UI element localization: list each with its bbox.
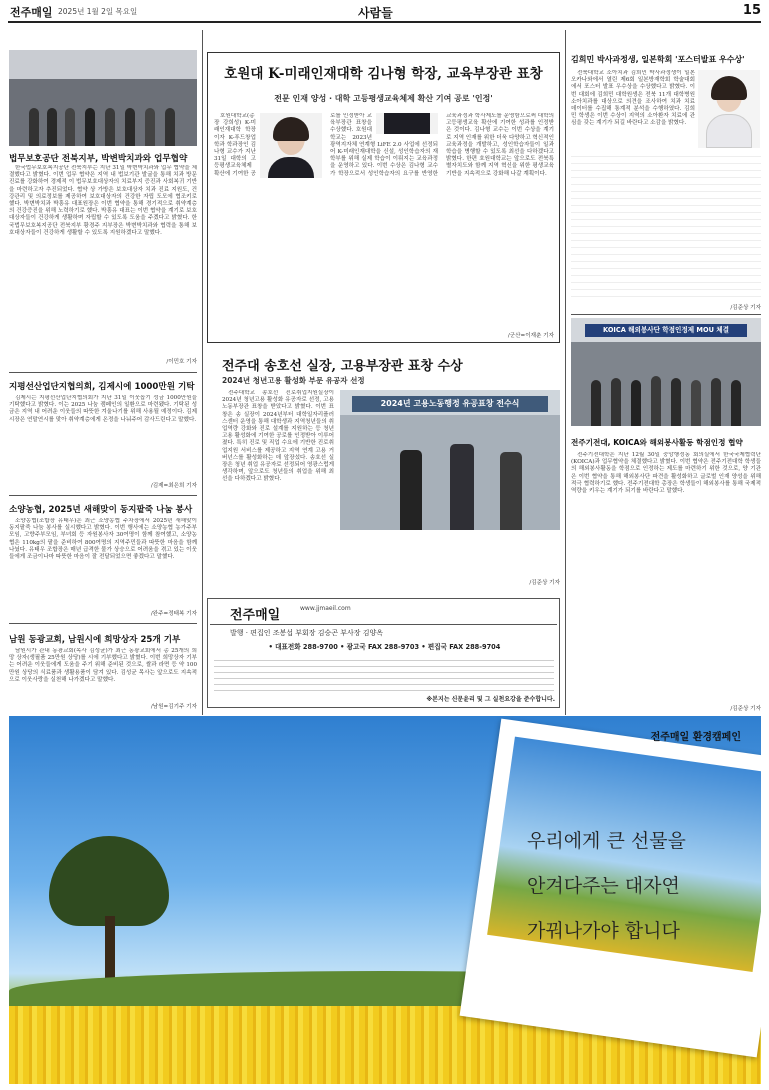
center2-body-left: [222, 390, 334, 586]
ad-tree: [49, 836, 169, 926]
ad-line1: 우리에게 큰 선물을: [527, 830, 686, 852]
right1-body-cont: [571, 150, 761, 300]
left1-body: [9, 165, 197, 357]
masthead-page: 15: [742, 3, 761, 18]
imprint-staff: 발행 · 편집인 조봉섭 부회장 김승곤 부사장 김양옥: [230, 629, 384, 637]
imprint-directory: [214, 655, 554, 691]
left-divider-1: [9, 372, 197, 373]
center2-headline: 전주대 송호선 실장, 고용부장관 표창 수상: [222, 359, 463, 374]
imprint-phones: • 대표전화 288-9700 • 광고국 FAX 288-9703 • 편집국 FAX 288-9704: [268, 643, 501, 651]
left2-body-text: 김제시는 지평선산업단지협의회가 지난 31일 이웃돕기 성금 1000만원을 기탁했다고 밝혔다. 이는 2025 나눔 캠페인의 일환으로 마련됐다. 기탁된 성금은 지역 내 어려운 이웃들의 따뜻한 겨울나기를 위해 사용될 예정이다. 김제시장은 연말연시를 맞아 취약계층에게 온정을 나눠주어 감사드린다고 말했다.: [9, 395, 197, 423]
left3-headline: 소양농협, 2025년 새해맞이 동지팥죽 나눔 봉사: [9, 505, 193, 515]
right-divider-1: [571, 314, 761, 315]
right2-photo-banner: KOICA 해외봉사단 학점인정제 MOU 체결: [585, 324, 747, 337]
center2-byline: /김준상 기자: [529, 580, 560, 586]
center2-body-text: 전주대학교 송호선 진로취업지원실장이 2024년 청년고용 활성화 유공자로 선정, 고용노동부장관 표창을 받았다고 밝혔다. 이번 표창은 송 실장이 2024년부터 대학일자리플러스센터 운영을 통해 대학생과 지역청년들의 취업역량 강화와 진로 설계를 지원하는 등 청년고용 활성화에 기여한 공로를 인정받아 이루어졌다. 특히 진로 및 직업 수요에 기반한 진로취업지원 서비스를 제공하고 지역 연계 고용 거버넌스를 활성화하는 데 앞장섰다. 송호선 실장은 청년 취업 유공자로 선정되어 영광스럽게 생각하며, 앞으로도 청년들의 취업을 위해 최선을 다하겠다고 밝혔다.: [222, 390, 334, 483]
ad-label: 전주매일 환경캠페인: [650, 732, 741, 743]
left-divider-2: [9, 495, 197, 496]
right1-body: [571, 70, 695, 150]
center1-body: [214, 113, 554, 313]
right2-body: [571, 452, 761, 700]
right1-headline: 김희민 박사과정생, 일본학회 '포스터발표 우수상': [571, 55, 745, 64]
right1-body-text: 전북대학교 소아치과 김희민 박사과정생이 일본 오카나와에서 열린 제6회 일본방재학회 학술대회에서 포스터 발표 우수상을 수상했다고 밝혔다. 이번 대회에 김희민 대학원생은 전북 11개 대학병원 소아치과를 대상으로 의견을 조사하여 치과 치료 데이터를 수집해 통계적 분석을 수행하였다. 김희민 학생은 이번 수상이 지역의 소아환자 치료에 관심을 갖는 계기가 되길 바란다고 소감을 밝혔다.: [571, 70, 695, 127]
left1-byline: /이민호 기자: [166, 359, 197, 365]
left4-body-text: 남원시가 관내 동광교회(목사 김성균)가 최근 동광교회에서 총 25개의 희망 상자(생필품 25만원 상당)를 시에 기부했다고 밝혔다. 이번 희망상자 기부는 어려운 이웃들에게 도움을 주기 위해 준비된 것으로, 쌀과 라면 등 약 100만원 상당의 식료품과 생활용품이 담겨 있다. 김성균 목사는 앞으로도 지속적으로 이웃사랑을 실천해 나가겠다고 말했다.: [9, 648, 197, 683]
left2-body: [9, 395, 197, 479]
center1-headline: 호원대 K-미래인재대학 김나형 학장, 교육부장관 표창: [224, 66, 543, 82]
left4-byline: /남원=김기주 기자: [150, 704, 197, 710]
center2-photo: [340, 390, 560, 530]
ad-line3: 가꿔나가야 합니다: [527, 920, 680, 942]
masthead: [0, 0, 769, 22]
imprint-url: www.jjmaeil.com: [300, 605, 351, 612]
left3-body-text: 소양농협(조합장 유태우)은 최근 소양농협 주차장에서 2025년 새해맞이 동지팥죽 나눔 봉사를 실시했다고 밝혔다. 이번 행사에는 소양농협 농가주부모임, 고향주부모임, 부녀회 등 자원봉사자 30여명이 함께 참여했고, 소양농협은 110kg의 팥을 준비하여 800여명의 지역주민들과 따뜻한 마음을 함께 나눴다. 유태우 조합장은 매년 급격한 물가 상승으로 어려움을 겪고 있는 이웃들에게 조금이나마 따뜻한 마음이 잘 전달되었으면 좋겠다고 말했다.: [9, 518, 197, 561]
right2-body-text: 전주기전대학은 지난 12월 30일 중앙행정동 회의실에서 한국국제협력단(KOICA)과 업무협약을 체결했다고 밝혔다. 이번 협약은 전주기전대학 학생들의 해외봉사활동을 학점으로 인정하는 제도를 마련하기 위한 것으로, 양 기관은 이번 협약을 통해 해외봉사단 파견을 활성화하고 글로벌 인재 양성을 위해 적극 협력하기로 했다. 전주기전대학 총장은 학생들이 해외봉사를 통해 국제적 역량을 키우는 계기가 되기를 바란다고 말했다.: [571, 452, 761, 495]
left2-headline: 지평선산업단지협의회, 김제시에 1000만원 기탁: [9, 382, 195, 392]
imprint-rule-1: [210, 624, 557, 625]
left2-byline: /김제=최은희 기자: [150, 483, 197, 489]
right2-headline: 전주기전대, KOICA와 해외봉사활동 학점인정 협약: [571, 438, 743, 447]
right2-photo: [571, 318, 761, 426]
masthead-date: 2025년 1월 2일 목요일: [58, 7, 138, 16]
left3-body: [9, 518, 197, 606]
masthead-section: 사람들: [358, 6, 393, 20]
center2-subhead: 2024년 청년고용 활성화 부문 유공자 선정: [222, 376, 365, 385]
left-divider-3: [9, 623, 197, 624]
left1-headline: 법무보호공단 전북지부, 박변박치과와 업무협약: [9, 154, 188, 164]
center1-body-text: 호원대학교(총장 강희성) K-미래인재대학 학장이자 K-푸드창업학과 학과장인 김나형 교수가 지난 31일 대학의 고등평생교육체제 확산에 기여한 공로를 인정받아 교육부장관 표창을 수상했다. 호원대학교는 2023년 광역지자체 연계형 LiFE 2.0 사업에 선정되어 K-미래인재대학을 신설, 성인학습자의 재학부를 위해 실제 학습이 이뤄지는 교육과정을 운영하고 있다. 이번 수상은 김나형 교수가 학장으로서 성인학습자의 요구를 반영한 교육과정과 학사제도를 운영함으로써 대학의 고등평생교육 확산에 기여한 성과를 인정받은 것이다. 김나형 교수는 이번 수상을 계기로 지역 인재를 위한 더욱 다양하고 혁신적인 교육과정을 개발하고, 성인학습자들이 일과 학습을 병행할 수 있도록 최선을 다하겠다고 밝혔다. 한편 호원대학교는 앞으로도 전북특별자치도와 함께 지역 혁신을 위한 평생교육 기반을 지속적으로 강화해 나갈 계획이다.: [214, 113, 554, 177]
center1-subhead: 전문 인재 양성 · 대학 고등평생교육체제 확산 기여 공로 '인정': [274, 94, 493, 103]
column-divider-right: [565, 30, 566, 715]
ad-message: [527, 826, 757, 943]
imprint-footer: ※본지는 신문윤리 및 그 실천요강을 준수합니다.: [426, 696, 555, 703]
imprint-title: 전주매일: [230, 608, 281, 623]
column-divider-left: [202, 30, 203, 715]
center2-photo-banner: 2024년 고용노동행정 유공표창 전수식: [352, 396, 548, 412]
masthead-rule: [8, 21, 761, 23]
right1-portrait: [698, 70, 760, 148]
ad-line2: 안겨다주는 대자연: [527, 875, 680, 897]
right1-byline: /김준상 기자: [730, 305, 761, 311]
center1-byline: /군산=이재춘 기자: [507, 333, 554, 339]
environment-ad: [9, 716, 761, 1084]
left1-photo: [9, 50, 197, 146]
left4-headline: 남원 동광교회, 남원시에 희망상자 25개 기부: [9, 635, 181, 645]
right2-byline: /김준상 기자: [730, 706, 761, 712]
left1-body-text: 한국법무보호복지공단 전북지부는 지난 31일 박변박치과와 업무 협약을 체결했다고 밝혔다. 이번 업무 협약은 지역 내 법보기관 발굴을 통해 치과 방문 진료를 강화하여 경제적 이 법무보호대상자의 치료부지 증진과 사회복귀 기반을 마련하고자 추진되었다. 협약 상 가방은 보호대상자 치과 진료 지원도, 건강관리 및 의료정보를 제공하여 보호대상자의 건강한 자립 도모에 협조키로 했다. 박변박치과 박흥유 대표원장은 이번 협약을 통해 경기적으로 취약계층의 건강증진을 위해 노력하기로 했다. 박흥유 대표는 이번 협약을 계기로 보호대상자들이 건강하게 생활하며 자립할 수 있도록 도움을 주겠다고 밝혔다. 한국법무보호복지공단 전북지부 황경주 지부장은 박변박치과와 협력을 통해 보호대상자들이 건강하게 생활할 수 있도록 지원하겠다고 말했다.: [9, 165, 197, 236]
masthead-paper: 전주매일: [10, 6, 53, 19]
left3-byline: /완주=정태복 기자: [150, 611, 197, 617]
left4-body: [9, 648, 197, 698]
